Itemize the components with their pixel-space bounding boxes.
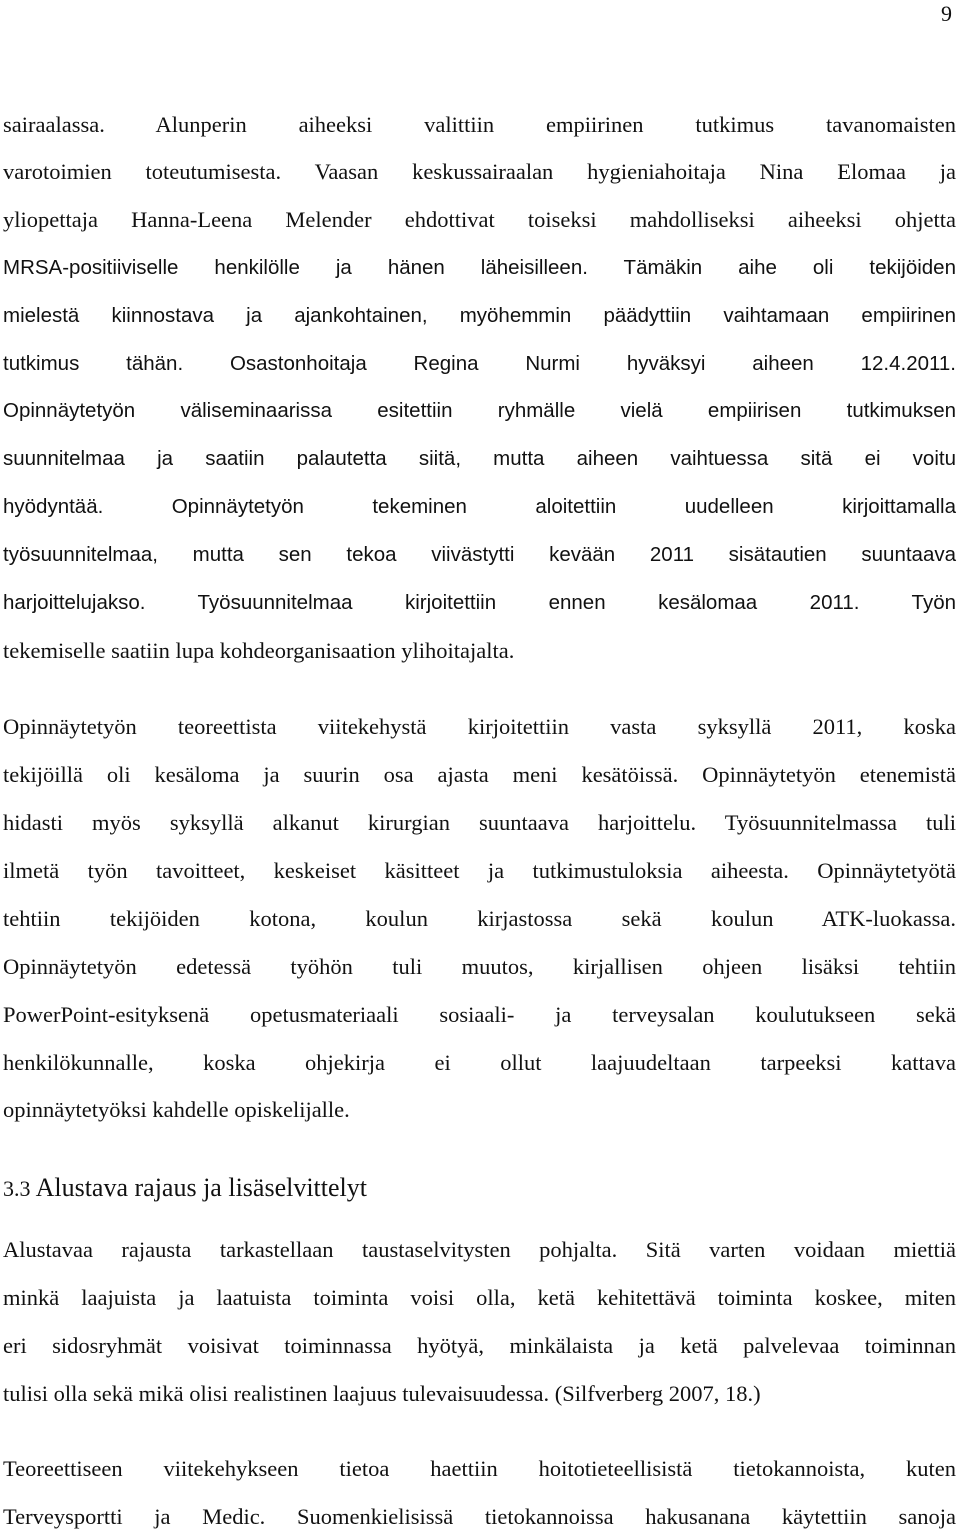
paragraph-1-line: työsuunnitelmaa, mutta sen tekoa viivästytti kevään 2011 sisätautien suuntaava <box>3 543 956 566</box>
paragraph-4-line: Teoreettiseen viitekehykseen tietoa haettiin hoitotieteellisistä tietokannoista, kuten <box>3 1456 956 1481</box>
paragraph-2-line: opinnäytetyöksi kahdelle opiskelijalle. <box>3 1097 350 1122</box>
paragraph-1-line: hyödyntää. Opinnäytetyön tekeminen aloitettiin uudelleen kirjoittamalla <box>3 495 956 518</box>
paragraph-1-line: yliopettaja Hanna-Leena Melender ehdottivat toiseksi mahdolliseksi aiheeksi ohjetta <box>3 207 956 232</box>
paragraph-4-line: Terveysportti ja Medic. Suomenkielisissä tietokannoissa hakusanana käytettiin sanoja <box>3 1504 956 1529</box>
paragraph-1-line: tutkimus tähän. Osastonhoitaja Regina Nurmi hyväksyi aiheen 12.4.2011. <box>3 352 956 375</box>
paragraph-2-line: tekijöillä oli kesäloma ja suurin osa ajasta meni kesätöissä. Opinnäytetyön etenemistä <box>3 762 956 787</box>
paragraph-2-line: PowerPoint-esityksenä opetusmateriaali sosiaali- ja terveysalan koulutukseen sekä <box>3 1002 956 1027</box>
paragraph-3-line: tulisi olla sekä mikä olisi realistinen laajuus tulevaisuudessa. (Silfverberg 2007, 18.) <box>3 1381 761 1406</box>
paragraph-3-line: eri sidosryhmät voisivat toiminnassa hyötyä, minkälaista ja ketä palvelevaa toiminnan <box>3 1333 956 1358</box>
paragraph-3-line: minkä laajuista ja laatuista toiminta voisi olla, ketä kehitettävä toiminta koskee, miten <box>3 1285 956 1310</box>
paragraph-1-line: sairaalassa. Alunperin aiheeksi valittiin empiirinen tutkimus tavanomaisten <box>3 112 956 137</box>
paragraph-2-line: ilmetä työn tavoitteet, keskeiset käsitteet ja tutkimustuloksia aiheesta. Opinnäytetyötä <box>3 858 956 883</box>
section-heading <box>3 1172 367 1205</box>
paragraph-1-line: Opinnäytetyön väliseminaarissa esitettiin ryhmälle vielä empiirisen tutkimuksen <box>3 399 956 422</box>
section-title: Alustava rajaus ja lisäselvittelyt <box>35 1173 367 1202</box>
paragraph-2-line: Opinnäytetyön teoreettista viitekehystä kirjoitettiin vasta syksyllä 2011, koska <box>3 714 956 739</box>
paragraph-2-line: hidasti myös syksyllä alkanut kirurgian suuntaava harjoittelu. Työsuunnitelmassa tuli <box>3 810 956 835</box>
paragraph-1-line: suunnitelmaa ja saatiin palautetta siitä, mutta aiheen vaihtuessa sitä ei voitu <box>3 447 956 470</box>
paragraph-1-line: tekemiselle saatiin lupa kohdeorganisaation ylihoitajalta. <box>3 638 515 663</box>
paragraph-3-line: Alustavaa rajausta tarkastellaan taustaselvitysten pohjalta. Sitä varten voidaan miettiä <box>3 1237 956 1262</box>
section-number: 3.3 <box>3 1176 31 1201</box>
paragraph-1-line: varotoimien toteutumisesta. Vaasan keskussairaalan hygieniahoitaja Nina Elomaa ja <box>3 159 956 184</box>
paragraph-2-line: Opinnäytetyön edetessä työhön tuli muutos, kirjallisen ohjeen lisäksi tehtiin <box>3 954 956 979</box>
paragraph-1-line: mielestä kiinnostava ja ajankohtainen, myöhemmin päädyttiin vaihtamaan empiirinen <box>3 304 956 327</box>
paragraph-2-line: tehtiin tekijöiden kotona, koulun kirjastossa sekä koulun ATK-luokassa. <box>3 906 956 931</box>
paragraph-1-line: MRSA-positiiviselle henkilölle ja hänen läheisilleen. Tämäkin aihe oli tekijöiden <box>3 256 956 279</box>
paragraph-2-line: henkilökunnalle, koska ohjekirja ei ollut laajuudeltaan tarpeeksi kattava <box>3 1050 956 1075</box>
paragraph-1-line: harjoittelujakso. Työsuunnitelmaa kirjoitettiin ennen kesälomaa 2011. Työn <box>3 591 956 614</box>
page-number: 9 <box>941 1 952 26</box>
